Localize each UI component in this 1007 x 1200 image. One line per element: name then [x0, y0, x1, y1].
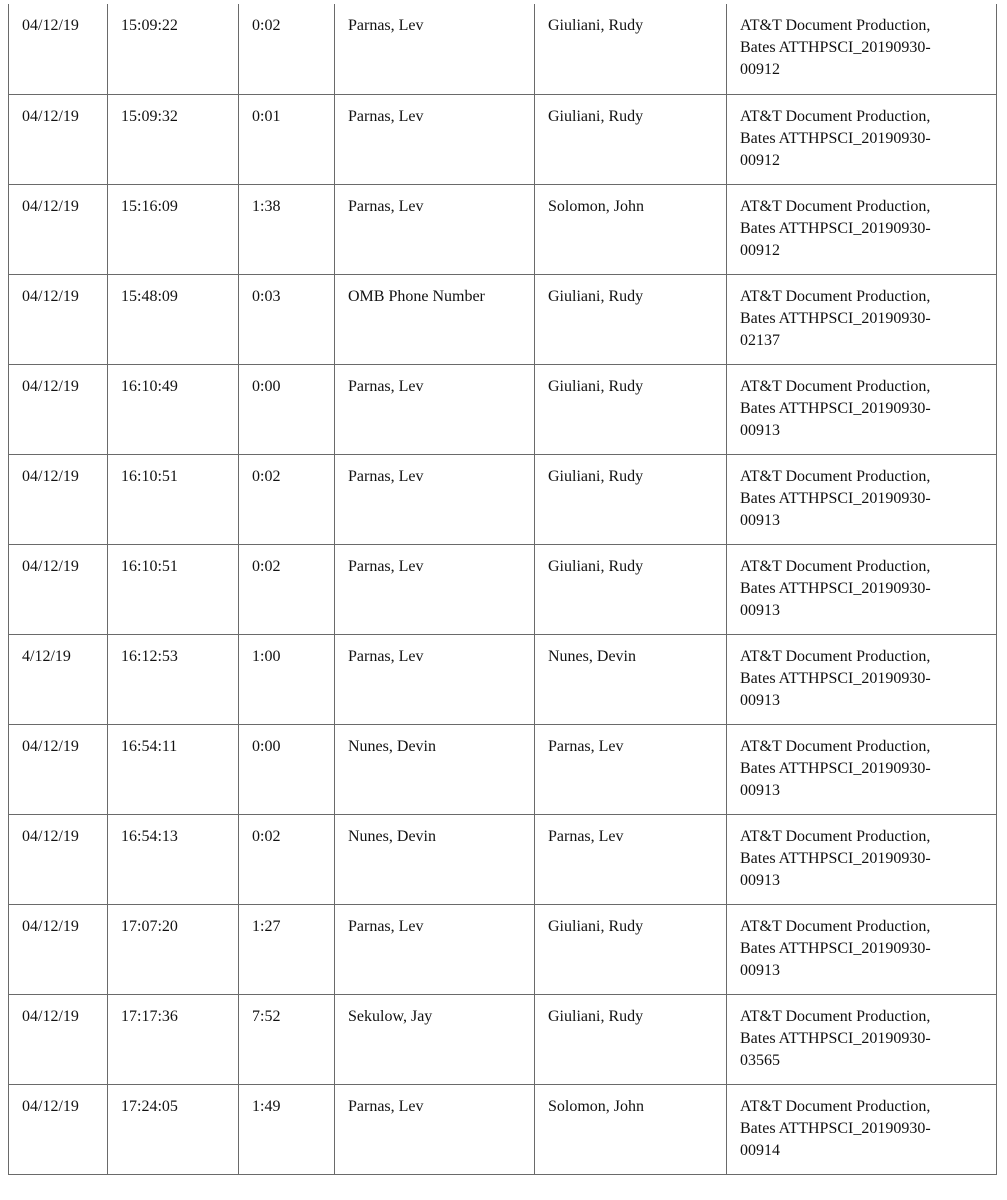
source-line: Bates ATTHPSCI_20190930- — [740, 669, 931, 687]
call-time-cell: 16:10:51 — [108, 544, 239, 634]
call-date-cell: 04/12/19 — [9, 814, 108, 904]
call-duration-cell: 0:02 — [239, 544, 335, 634]
caller-cell: Nunes, Devin — [335, 724, 535, 814]
call-duration-cell: 7:52 — [239, 994, 335, 1084]
caller-cell: Parnas, Lev — [335, 634, 535, 724]
table-row — [9, 544, 997, 634]
call-date-cell: 04/12/19 — [9, 184, 108, 274]
call-time-cell: 16:10:51 — [108, 454, 239, 544]
source-line: 02137 — [740, 331, 780, 349]
source-line: AT&T Document Production, — [740, 287, 931, 305]
source-cell — [727, 814, 997, 904]
table-row — [9, 904, 997, 994]
recipient-cell: Nunes, Devin — [535, 634, 727, 724]
recipient-cell: Parnas, Lev — [535, 724, 727, 814]
recipient-cell: Giuliani, Rudy — [535, 364, 727, 454]
call-duration-cell: 1:38 — [239, 184, 335, 274]
table-row — [9, 454, 997, 544]
recipient-cell: Giuliani, Rudy — [535, 904, 727, 994]
call-date-cell: 04/12/19 — [9, 94, 108, 184]
table-row — [9, 274, 997, 364]
call-date-cell: 04/12/19 — [9, 4, 108, 94]
call-records-table — [8, 4, 997, 1175]
source-cell — [727, 454, 997, 544]
source-line: 00912 — [740, 151, 780, 169]
caller-cell: OMB Phone Number — [335, 274, 535, 364]
source-cell — [727, 184, 997, 274]
source-cell — [727, 544, 997, 634]
table-row — [9, 994, 997, 1084]
source-line: AT&T Document Production, — [740, 557, 931, 575]
call-time-cell: 16:10:49 — [108, 364, 239, 454]
recipient-cell: Giuliani, Rudy — [535, 94, 727, 184]
source-cell — [727, 724, 997, 814]
recipient-cell: Giuliani, Rudy — [535, 274, 727, 364]
call-time-cell: 15:16:09 — [108, 184, 239, 274]
call-duration-cell: 1:00 — [239, 634, 335, 724]
recipient-cell: Giuliani, Rudy — [535, 994, 727, 1084]
call-time-cell: 15:09:22 — [108, 4, 239, 94]
source-line: 00913 — [740, 421, 780, 439]
recipient-cell: Giuliani, Rudy — [535, 454, 727, 544]
caller-cell: Parnas, Lev — [335, 364, 535, 454]
source-line: 00912 — [740, 61, 780, 78]
table-row — [9, 634, 997, 724]
source-line: 03565 — [740, 1051, 780, 1069]
source-line: AT&T Document Production, — [740, 917, 931, 935]
source-cell — [727, 904, 997, 994]
call-date-cell: 04/12/19 — [9, 364, 108, 454]
source-line: 00912 — [740, 241, 780, 259]
table-row — [9, 4, 997, 94]
caller-cell: Parnas, Lev — [335, 544, 535, 634]
source-cell — [727, 274, 997, 364]
recipient-cell: Parnas, Lev — [535, 814, 727, 904]
source-line: 00913 — [740, 691, 780, 709]
recipient-cell: Giuliani, Rudy — [535, 4, 727, 94]
source-line: Bates ATTHPSCI_20190930- — [740, 939, 931, 957]
source-line: Bates ATTHPSCI_20190930- — [740, 759, 931, 777]
call-duration-cell: 0:00 — [239, 724, 335, 814]
call-date-cell: 04/12/19 — [9, 1084, 108, 1174]
source-line: Bates ATTHPSCI_20190930- — [740, 309, 931, 327]
call-duration-cell: 0:02 — [239, 814, 335, 904]
call-date-cell: 4/12/19 — [9, 634, 108, 724]
source-line: Bates ATTHPSCI_20190930- — [740, 579, 931, 597]
call-time-cell: 15:48:09 — [108, 274, 239, 364]
call-duration-cell: 1:27 — [239, 904, 335, 994]
source-line: 00913 — [740, 781, 780, 799]
source-line: AT&T Document Production, — [740, 197, 931, 215]
call-date-cell: 04/12/19 — [9, 544, 108, 634]
caller-cell: Parnas, Lev — [335, 94, 535, 184]
call-duration-cell: 0:03 — [239, 274, 335, 364]
table-row — [9, 94, 997, 184]
call-date-cell: 04/12/19 — [9, 994, 108, 1084]
source-line: 00913 — [740, 871, 780, 889]
call-records-body — [9, 4, 997, 1174]
call-duration-cell: 0:02 — [239, 454, 335, 544]
call-date-cell: 04/12/19 — [9, 724, 108, 814]
source-line: AT&T Document Production, — [740, 377, 931, 395]
call-time-cell: 16:54:11 — [108, 724, 239, 814]
table-row — [9, 364, 997, 454]
table-row — [9, 184, 997, 274]
source-cell — [727, 94, 997, 184]
source-line: 00913 — [740, 961, 780, 979]
call-duration-cell: 0:02 — [239, 4, 335, 94]
recipient-cell: Solomon, John — [535, 184, 727, 274]
recipient-cell: Solomon, John — [535, 1084, 727, 1174]
source-cell — [727, 4, 997, 94]
source-cell — [727, 364, 997, 454]
call-time-cell: 15:09:32 — [108, 94, 239, 184]
source-line: Bates ATTHPSCI_20190930- — [740, 1119, 931, 1137]
source-line: 00913 — [740, 511, 780, 529]
caller-cell: Nunes, Devin — [335, 814, 535, 904]
caller-cell: Parnas, Lev — [335, 4, 535, 94]
source-line: Bates ATTHPSCI_20190930- — [740, 39, 931, 56]
source-line: Bates ATTHPSCI_20190930- — [740, 129, 931, 147]
source-line: Bates ATTHPSCI_20190930- — [740, 399, 931, 417]
caller-cell: Parnas, Lev — [335, 904, 535, 994]
call-time-cell: 16:12:53 — [108, 634, 239, 724]
caller-cell: Parnas, Lev — [335, 454, 535, 544]
source-line: AT&T Document Production, — [740, 107, 931, 125]
table-row — [9, 724, 997, 814]
call-duration-cell: 0:01 — [239, 94, 335, 184]
call-time-cell: 17:24:05 — [108, 1084, 239, 1174]
source-line: AT&T Document Production, — [740, 1097, 931, 1115]
table-row — [9, 814, 997, 904]
call-time-cell: 17:17:36 — [108, 994, 239, 1084]
caller-cell: Parnas, Lev — [335, 1084, 535, 1174]
call-date-cell: 04/12/19 — [9, 274, 108, 364]
source-line: Bates ATTHPSCI_20190930- — [740, 219, 931, 237]
source-cell — [727, 634, 997, 724]
source-line: AT&T Document Production, — [740, 737, 931, 755]
recipient-cell: Giuliani, Rudy — [535, 544, 727, 634]
call-duration-cell: 1:49 — [239, 1084, 335, 1174]
call-time-cell: 16:54:13 — [108, 814, 239, 904]
source-line: AT&T Document Production, — [740, 17, 931, 34]
source-line: 00913 — [740, 601, 780, 619]
table-row — [9, 1084, 997, 1174]
call-duration-cell: 0:00 — [239, 364, 335, 454]
caller-cell: Sekulow, Jay — [335, 994, 535, 1084]
source-line: Bates ATTHPSCI_20190930- — [740, 849, 931, 867]
call-time-cell: 17:07:20 — [108, 904, 239, 994]
source-cell — [727, 1084, 997, 1174]
source-line: Bates ATTHPSCI_20190930- — [740, 1029, 931, 1047]
caller-cell: Parnas, Lev — [335, 184, 535, 274]
source-line: AT&T Document Production, — [740, 647, 931, 665]
call-date-cell: 04/12/19 — [9, 454, 108, 544]
source-cell — [727, 994, 997, 1084]
source-line: Bates ATTHPSCI_20190930- — [740, 489, 931, 507]
source-line: AT&T Document Production, — [740, 467, 931, 485]
source-line: AT&T Document Production, — [740, 1007, 931, 1025]
call-date-cell: 04/12/19 — [9, 904, 108, 994]
source-line: 00914 — [740, 1141, 780, 1159]
source-line: AT&T Document Production, — [740, 827, 931, 845]
